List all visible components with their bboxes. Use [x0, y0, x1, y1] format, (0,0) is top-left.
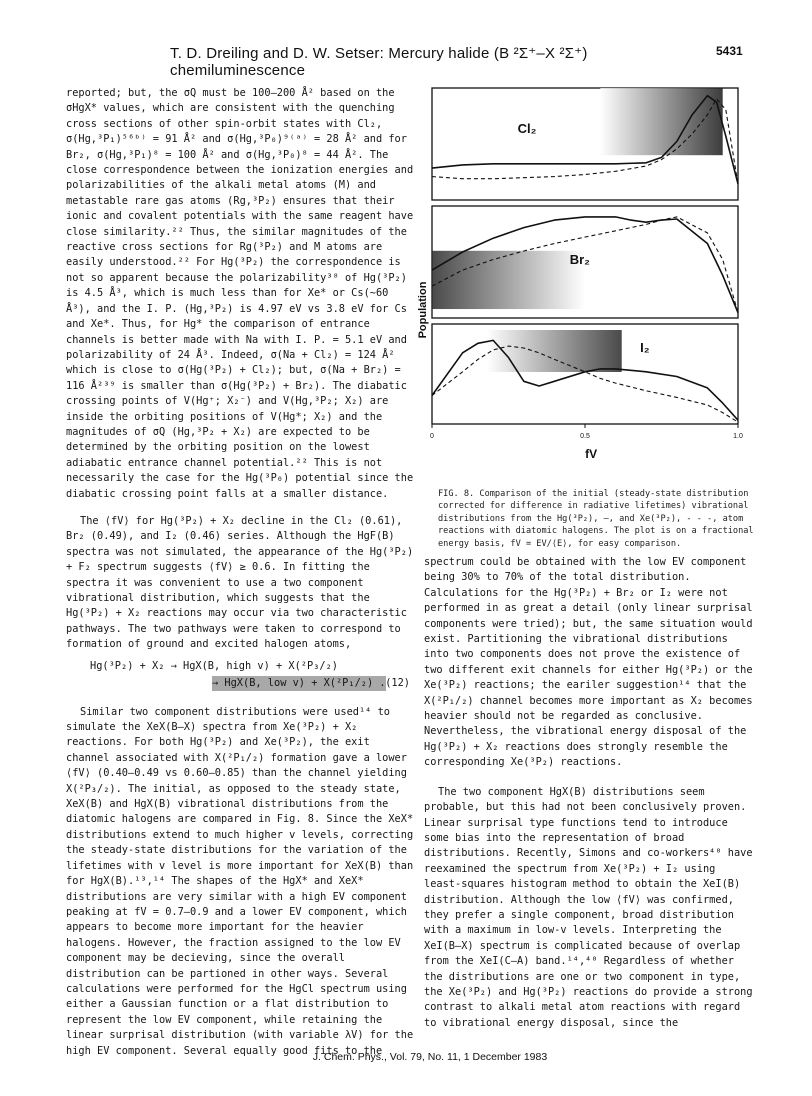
- running-title: T. D. Dreiling and D. W. Setser: Mercury halide (B ²Σ⁺–X ²Σ⁺) chemiluminescence: [170, 45, 588, 79]
- equation-line-1: Hg(³P₂) + X₂ → HgX(B, high v) + X(²P₃/₂): [90, 659, 338, 672]
- equation-number: (12): [385, 676, 410, 689]
- right-column: [424, 555, 754, 1031]
- y-axis-label: Population: [417, 281, 429, 339]
- panel-label: Cl₂: [517, 120, 537, 136]
- journal-footer: J. Chem. Phys., Vol. 79, No. 11, 1 December 1983: [312, 1051, 548, 1063]
- x-tick-label: 0: [430, 433, 434, 440]
- page-number: 5431: [716, 44, 743, 58]
- paragraph: The two component HgX(B) distributions seem probable, but this had not been conclusively proven. Linear surprisal type functions tend to introduce some bias into the representation of broad distributions. Recently, Simons and co-workers⁴⁰ have reexamined the spectrum from Xe(³P₂) + I₂ using least-squares histogram method to obtain the XeI(B) distribution. Although the low ⟨fV⟩ was confirmed, they prefer a single component, broad distribution with a maximum in low-v levels. Interpreting the XeI(B–X) spectrum is complicated because of overlap from the XeI(C–A) band.¹⁴,⁴⁰ Regardless of whether the distributions are one or two component in type, the Xe(³P₂) and Hg(³P₂) reactions do provide a strong contrast to alkali metal atom reactions with regard to vibrational energy disposal, since the: [424, 785, 753, 1029]
- panel-label: Br₂: [569, 252, 590, 268]
- figure-8: [417, 80, 764, 480]
- paragraph: spectrum could be obtained with the low EV component being 30% to 70% of the total distribution. Calculations for the Hg(³P₂) + Br₂ or I₂ were not performed in as great a detail (only linear surprisal components were tried); but, the same situation would exist. Partitioning the vibrational distributions into two components does not prove the existence of two different exit channels for either Hg(³P₂) or the Xe(³P₂) reactions; the eariler suggestion¹⁴ that the X(²P₁/₂) channel becomes more important as X₂ becomes heavier should not be regarded as conclusive. Nevertheless, the vibrational energy disposal of the Hg(³P₂) + X₂ reactions does strongly resemble the corresponding Xe(³P₂) reactions.: [424, 556, 753, 769]
- equation-line-2: → HgX(B, low v) + X(²P₁/₂) .: [212, 676, 386, 691]
- figure-caption: FIG. 8. Comparison of the initial (steady-state distribution corrected for difference in radiative lifetimes) vibrational distributions from the Hg(³P₂), —, and Xe(³P₂), - - -, atom reactions with diatomic halogens. The plot is on a fractional energy basis, fV = EV/⟨E⟩, for easy comparison.: [438, 489, 754, 549]
- paragraph: The ⟨fV⟩ for Hg(³P₂) + X₂ decline in the Cl₂ (0.61), Br₂ (0.49), and I₂ (0.46) series. Although the HgF(B) spectra was not simulated, the appearance of the Hg(³P₂) + F₂ spectrum suggests ⟨fV⟩ ≥ 0.6. In fitting the spectra it was convenient to use a two component vibrational distribution, which suggests that the Hg(³P₂) + X₂ reactions may occur via two characteristic pathways. The two pathways were taken to correspond to formation of ground and excited halogen atoms,: [66, 514, 414, 651]
- panel-label: I₂: [640, 340, 650, 355]
- x-axis-label: fV: [585, 447, 598, 461]
- equation-12: [66, 659, 414, 699]
- panel-shading: [600, 88, 722, 155]
- paragraph: reported; but, the σQ must be 100–200 Å² based on the σHgX* values, which are consistent with the quenching cross sections of other spin-orbit states with Cl₂, σ(Hg,³P₁)⁵⁶ᵇ⁾ = 91 Å² and σ(Hg,³P₀)⁹⁽ᵃ⁾ = 28 Å² and for Br₂, σ(Hg,³P₁)⁸ = 100 Å² and σ(Hg,³P₀)⁸ = 44 Å². The close correspondence between the ionization energies and polarizabilities of the alkali metal atoms (M) and metastable rare gas atoms (Rg,³P₂) ensures that their ionic and covalent potentials with the same reagent have close similarity.²² Thus, the similar magnitudes of the reactive cross sections for Rg(³P₂) and M atoms are easily understood.²² For Hg(³P₂) the correspondence is not so apparent because the polarizability³⁸ of Hg(³P₂) is 4.5 Å³, which is much less than for Xe* or Cs(~60 Å³), and the I. P. (Hg,³P₂) is 4.97 eV vs 3.8 eV for Cs and Xe*. Thus, for Hg* the comparison of entrance channels is better made with Na with I. P. = 5.1 eV and polarizability of 24 Å³. Indeed, σ(Na + Cl₂) = 124 Å² which is close to σ(Hg(³P₂) + Cl₂); but, σ(Na + Br₂) = 116 Å²³⁹ is smaller than σ(Hg(³P₂) + Br₂). The diabatic crossing points of V(Hg⁺; X₂⁻) and V(Hg,³P₂; X₂) are inside the orbiting positions of V(Hg*; X₂) and the magnitudes of σQ (Hg,³P₂ + X₂) are expected to be determined by the orbiting position on the lowest adiabatic entrance channel potential.²² This is not necessarily the case for the Hg(³P₀) potential since the diabatic crossing point falls at a smaller distance.: [66, 87, 414, 500]
- panel-shading: [432, 251, 585, 309]
- left-column: [66, 86, 414, 1059]
- x-tick-label: 1.0: [733, 433, 743, 440]
- panel-shading: [487, 330, 622, 372]
- paragraph: Similar two component distributions were used¹⁴ to simulate the XeX(B–X) spectra from Xe(³P₂) + X₂ reactions. For both Hg(³P₂) and Xe(³P₂), the exit channel associated with X(²P₁/₂) formation gave a lower ⟨fV⟩ (0.40–0.49 vs 0.60–0.85) than the channel yielding X(²P₃/₂). The initial, as opposed to the steady state, XeX(B) and HgX(B) vibrational distributions from the diatomic halogens are compared in Fig. 8. Since the XeX* distributions extend to much higher v levels, correcting the steady-state distributions for the variation of the lifetimes with v level is more important for XeX(B) than for HgX(B).¹³,¹⁴ The shapes of the HgX* and XeX* distributions are very similar with a high EV component peaking at fV = 0.7–0.9 and a lower EV component, which appears to become more important for the heavier halogens. However, the fraction assigned to the low EV component may be decieving, since the overall distribution can be partioned in other ways. Several calculations were performed for the HgCl spectrum using either a Gaussian function or a flat distribution to represent the low EV component, while retaining the linear surprisal distribution (with variable λV) for the high EV component. Several equally good fits to the: [66, 705, 414, 1057]
- x-tick-label: 0.5: [580, 433, 590, 440]
- figure-8-plot: [417, 80, 764, 480]
